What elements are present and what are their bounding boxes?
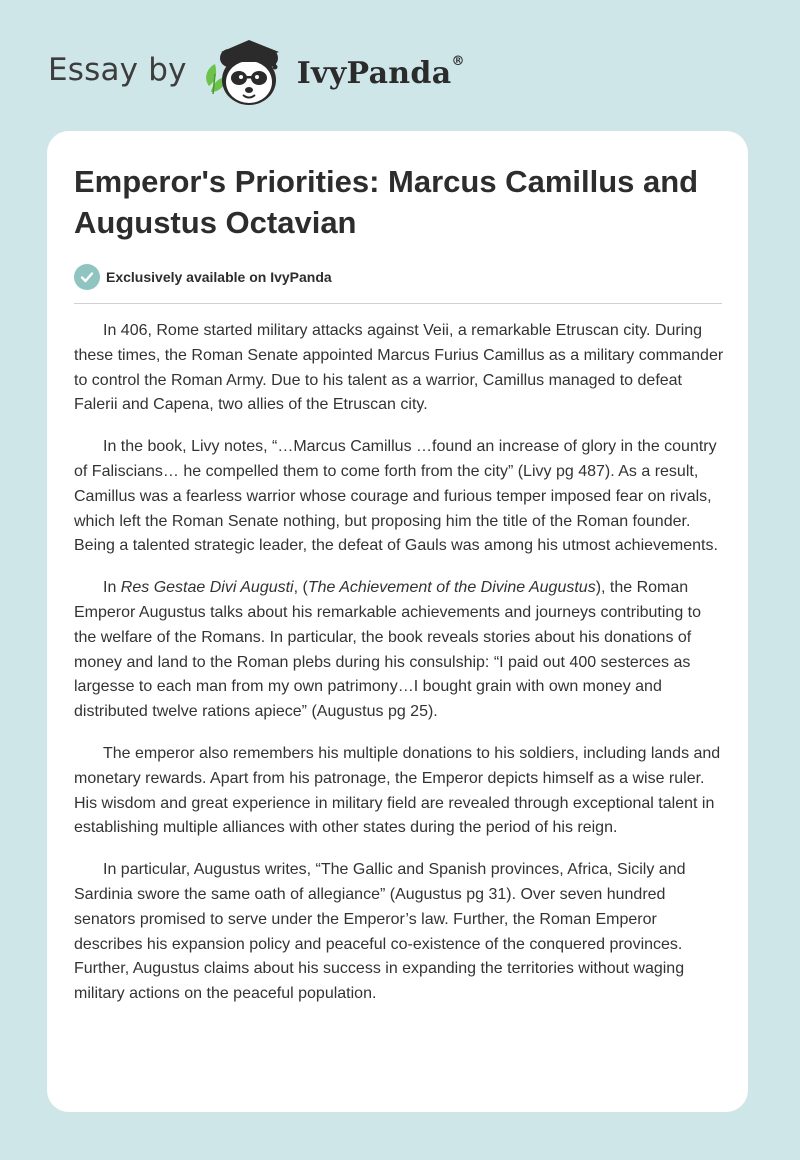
essay-by-label: Essay by xyxy=(48,52,187,88)
paragraph-3-text-2: , ( xyxy=(293,579,308,597)
panda-graduate-logo-icon[interactable] xyxy=(201,34,293,110)
essay-card xyxy=(47,131,748,1112)
brand-name[interactable] xyxy=(296,53,465,91)
book-title-english: The Achievement of the Divine Augustus xyxy=(307,579,596,597)
exclusive-badge xyxy=(74,264,332,290)
paragraph-4: The emperor also remembers his multiple donations to his soldiers, including lands and monetary rewards. Apart from his patronage, the Emperor depicts himself as a wise ruler. His wisdom and great experience in military field are revealed through exceptional talent in establishing multiple alliances with other states during the period of his reign. xyxy=(74,744,721,837)
divider xyxy=(74,303,722,304)
essay-title: Emperor's Priorities: Marcus Camillus and Augustus Octavian xyxy=(74,164,699,240)
book-title-latin: Res Gestae Divi Augusti xyxy=(120,579,294,597)
site-header xyxy=(48,34,465,110)
paragraph-3-text-3: ), the Roman Emperor Augustus talks about his remarkable achievements and journeys contributing to the welfare of the Romans. In particular, the book reveals stories about his donations of money and land to the Roman plebs during his consulship: “I paid out 400 sesterces as largesse to each man from my own patrimony…I bought grain with own money and distributed twelve rations apiece” (Augustus pg 25). xyxy=(74,579,702,721)
trademark-symbol: ® xyxy=(451,53,465,69)
exclusive-badge-label: Exclusively available on IvyPanda xyxy=(106,269,332,285)
paragraph-1: In 406, Rome started military attacks against Veii, a remarkable Etruscan city. During these times, the Roman Senate appointed Marcus Furius Camillus as a military commander to control the Roman Army. Due to his talent as a warrior, Camillus managed to defeat Falerii and Capena, two allies of the Etruscan city. xyxy=(74,322,724,414)
essay-body xyxy=(74,319,726,1024)
checkmark-icon xyxy=(74,264,100,290)
paragraph-3-text-1: In xyxy=(103,579,121,597)
brand-name-text: IvyPanda xyxy=(296,55,452,91)
paragraph-3 xyxy=(74,576,726,725)
paragraph-5: In particular, Augustus writes, “The Gallic and Spanish provinces, Africa, Sicily and Sardinia swore the same oath of allegiance” (Augustus pg 31). Over seven hundred senators promised to serve under the Emperor’s law. Further, the Roman Emperor describes his expansion policy and peaceful co-existence of the conquered provinces. Further, Augustus claims about his success in expanding the territories without waging military actions on the peaceful population. xyxy=(74,861,686,1003)
paragraph-2: In the book, Livy notes, “…Marcus Camillus …found an increase of glory in the country of Faliscians… he compelled them to come forth from the city” (Livy pg 487). As a result, Camillus was a fearless warrior whose courage and furious temper imposed fear on rivals, which left the Roman Senate nothing, but proposing him the title of the Roman founder. Being a talented strategic leader, the defeat of Gauls was among his utmost achievements. xyxy=(74,438,718,555)
